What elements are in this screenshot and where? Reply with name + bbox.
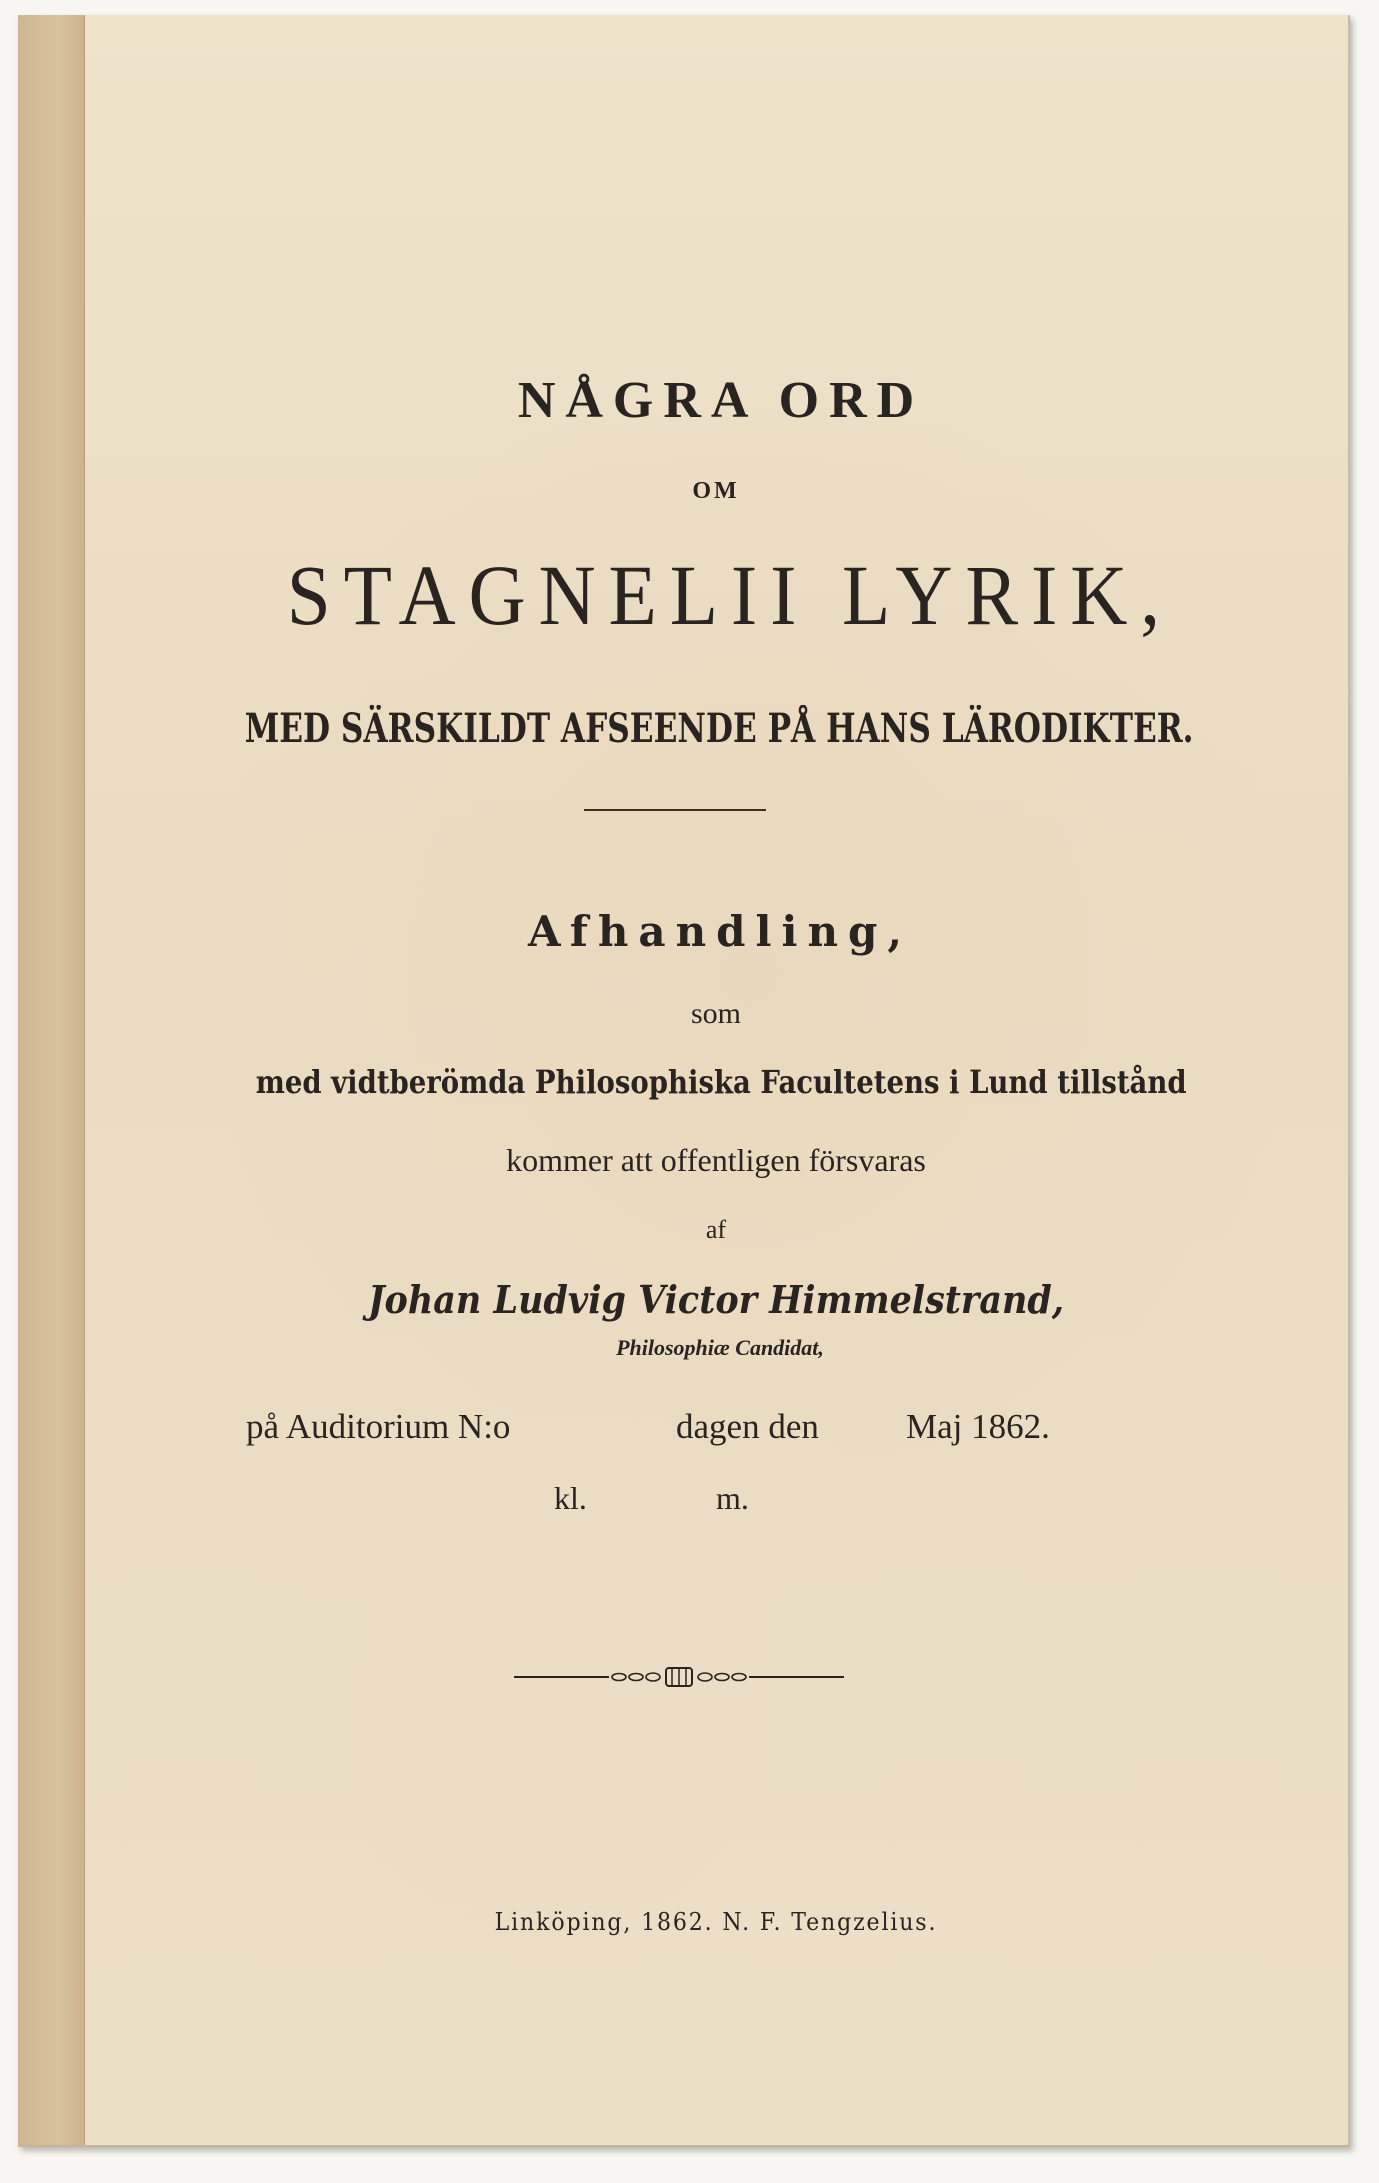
author-title: Philosophiæ Candidat, <box>616 1335 824 1360</box>
author-name: Johan Ludvig Victor Himmelstrand, <box>367 1277 1065 1322</box>
title-line-1: NÅGRA ORD <box>517 372 925 429</box>
text-af: af <box>705 1215 727 1244</box>
time-m: m. <box>716 1480 749 1516</box>
day-text: dagen den <box>676 1407 819 1446</box>
date-text: Maj 1862. <box>906 1407 1050 1446</box>
title-line-2: OM <box>692 478 740 504</box>
faculty-line: med vidtberömda Philosophiska Facultetens i Lund tillstånd <box>255 1063 1187 1101</box>
subtitle: MED SÄRSKILDT AFSEENDE PÅ HANS LÄRODIKTER. <box>244 705 1194 752</box>
time-line <box>84 1480 1348 1524</box>
page-content <box>84 15 1348 2145</box>
genre-heading: Afhandling, <box>527 907 912 956</box>
time-kl: kl. <box>554 1480 587 1516</box>
divider-rule <box>584 809 766 811</box>
venue-text: på Auditorium N:o <box>246 1407 511 1446</box>
defense-line: kommer att offentligen försvaras <box>506 1142 926 1178</box>
text-som: som <box>690 997 741 1030</box>
binding-spine <box>18 15 85 2145</box>
venue-date-line <box>84 1407 1348 1457</box>
main-title: STAGNELII LYRIK, <box>286 547 1173 643</box>
ornamental-rule <box>514 1665 844 1689</box>
title-page <box>18 15 1350 2147</box>
imprint-line: Linköping, 1862. N. F. Tengzelius. <box>494 1908 938 1936</box>
